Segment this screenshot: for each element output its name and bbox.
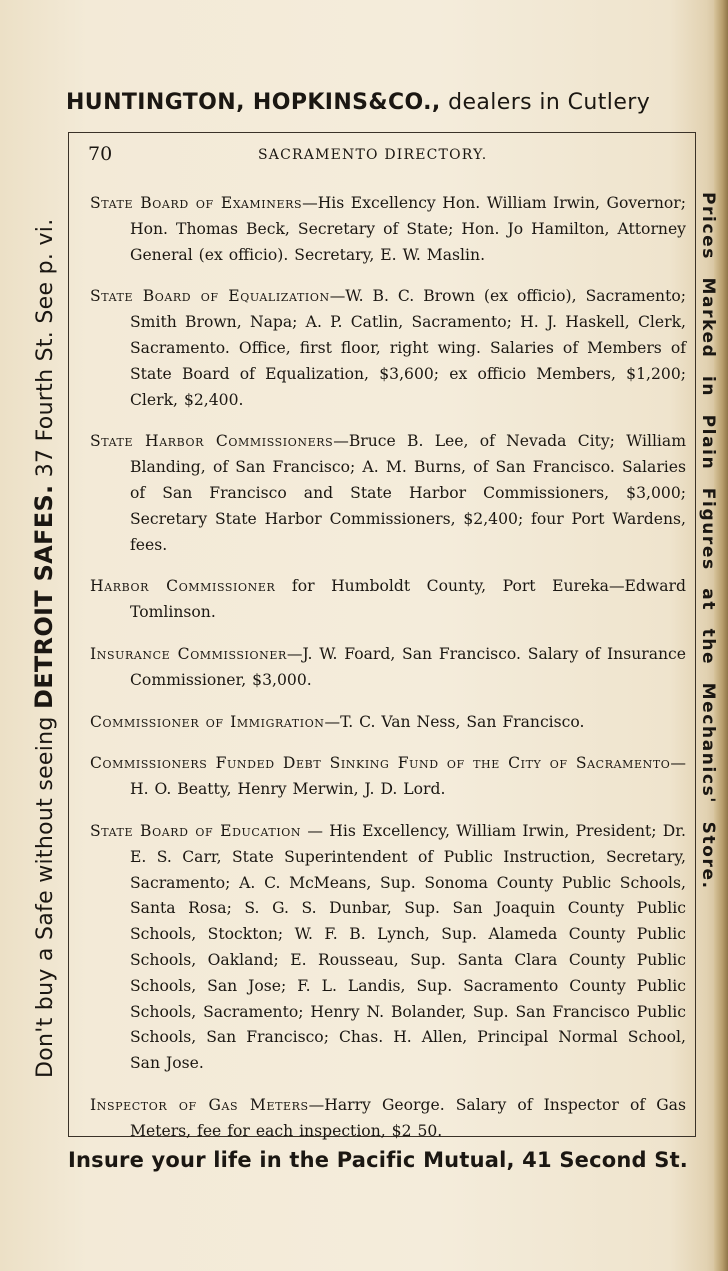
left-ad-part-2: DETROIT SAFES. [30,484,58,710]
entry-text: —J. W. Foard, San Francisco. Salary of Insurance Commissioner, $3,000. [130,644,686,689]
left-ad-part-3: 37 Fourth St. See p. vi. [33,218,58,485]
entry [90,710,686,736]
entry-text: — His Excellency, William Irwin, President; Dr. E. S. Carr, State Superintendent of Public Instruction, Secretary, Sacramento; A. C. McMeans, Sup. Sonoma County Public Schools, Santa Rosa; S. G. S. Dunbar, Sup. San Joaquin County Public Schools, Stockton; W. F. B. Lynch, Sup. Alameda County Public Schools, Oakland; E. Rousseau, Sup. Santa Clara County Public Schools, San Jose; F. L. Landis, Sup. Sacramento County Public Schools, Sacramento; Henry N. Bolander, Sup. San Francisco Public Schools, San Francisco; Chas. H. Allen, Principal Normal School, San Jose. [130,821,686,1073]
entry-title: Commissioner of Immigration [90,712,325,731]
entry-title: Commissioners Funded Debt Sinking Fund of the City of Sacramento [90,754,671,773]
running-title: SACRAMENTO DIRECTORY. [258,147,488,163]
entry-text: —Harry George. Salary of Inspector of Gas Meters, fee for each inspection, $2 50. [130,1095,686,1140]
entry-text: —Bruce B. Lee, of Nevada City; William Blanding, of San Francisco; A. M. Burns, of San Francisco. Salaries of San Francisco and State Harbor Commissioners, $3,000; Secretary State Harbor Commissioners, $2,400; four Port Wardens, fees. [130,432,686,554]
entry-text: —H. O. Beatty, Henry Merwin, J. D. Lord. [130,754,686,799]
entry-text: for Humboldt County, Port Eureka—Edward Tomlinson. [130,577,686,622]
left-advertisement [30,158,66,1078]
entry-title: Inspector of Gas Meters [90,1095,309,1114]
entry [90,751,686,803]
directory-entries [90,191,686,1161]
entry [90,642,686,694]
entry-text: —W. B. C. Brown (ex officio), Sacramento; Smith Brown, Napa; A. P. Catlin, Sacramento; H. J. Haskell, Clerk, Sacramento. Office, first floor, right wing. Salaries of Members of State Board of Equalization, $3,600; ex officio Members, $1,200; Clerk, $2,400. [130,287,686,409]
entry [90,574,686,626]
entry [90,429,686,558]
entry-title: State Board of Examiners [90,194,303,212]
entry [90,191,686,268]
top-ad-rest: dealers in Cutlery [440,90,651,115]
page-header [88,143,688,169]
entry-title: Harbor Commissioner [90,577,276,596]
entry-title: State Board of Education [90,821,302,840]
top-ad-firm: HUNTINGTON, HOPKINS&CO., [66,90,441,115]
entry-title: State Harbor Commissioners [90,432,334,451]
left-ad-part-1: Don't buy a Safe without seeing [33,709,58,1078]
entry [90,1093,686,1145]
entry-text: —T. C. Van Ness, San Francisco. [324,712,585,731]
page-number: 70 [88,143,113,165]
entry-title: Insurance Commissioner [90,644,287,663]
right-advertisement: Prices Marked in Plain Figures at the Mechanics' Store. [698,192,718,890]
bottom-advertisement: Insure your life in the Pacific Mutual, 41 Second St. [68,1148,688,1172]
top-advertisement [66,90,706,126]
entry-text: —His Excellency Hon. William Irwin, Governor; Hon. Thomas Beck, Secretary of State; Hon. Jo Hamilton, Attorney General (ex officio). Secretary, E. W. Maslin. [130,194,687,264]
entry [90,284,686,413]
entry [90,819,686,1077]
entry-title: State Board of Equalization [90,287,330,306]
